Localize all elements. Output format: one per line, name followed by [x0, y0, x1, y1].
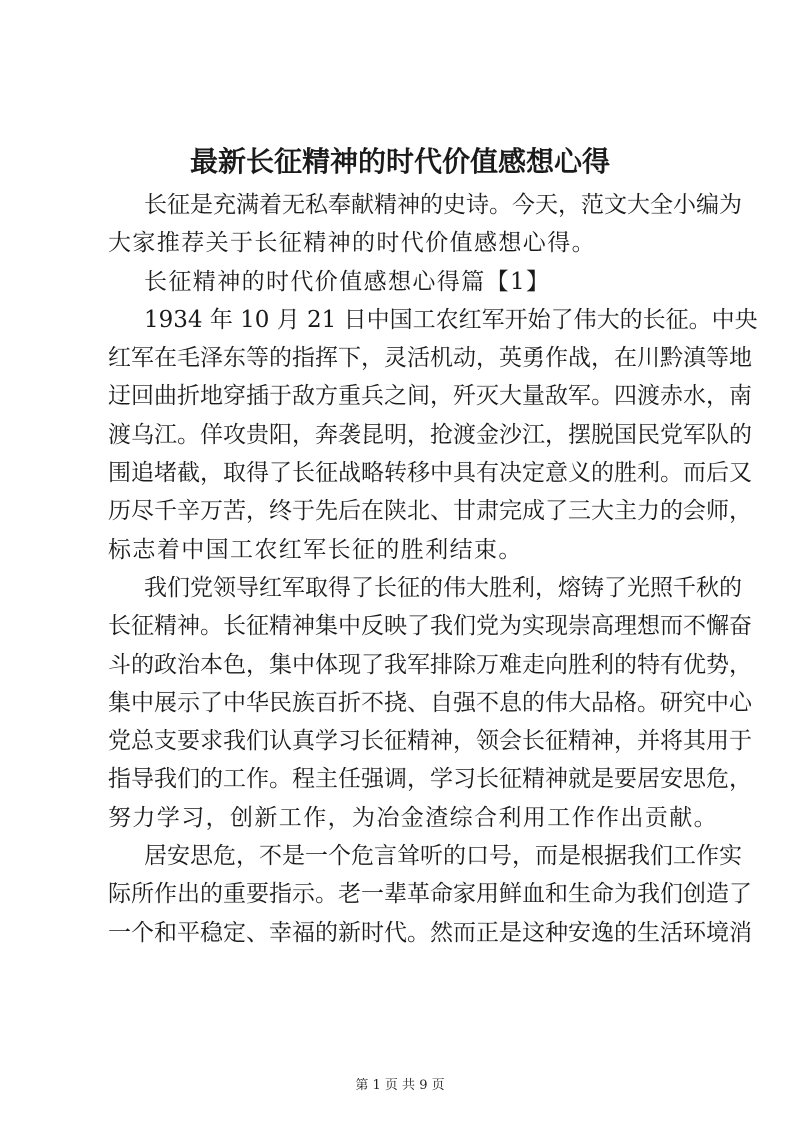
- text-line: 长征是充满着无私奉献精神的史诗。今天，范文大全小编为: [144, 192, 742, 218]
- document-body: [108, 186, 758, 952]
- text-line: 大家推荐关于长征精神的时代价值感想心得。: [108, 230, 596, 257]
- text-line: 党总支要求我们认真学习长征精神，领会长征精神，并将其用于: [108, 728, 752, 755]
- paragraph: [108, 186, 742, 263]
- text-line: 一个和平稳定、幸福的新时代。然而正是这种安逸的生活环境消: [108, 919, 752, 946]
- text-line: 我们党领导红军取得了长征的伟大胜利，熔铸了光照千秋的: [144, 574, 742, 601]
- text-line: 斗的政治本色，集中体现了我军排除万难走向胜利的特有优势，: [108, 651, 752, 678]
- text-line: 集中展示了中华民族百折不挠、自强不息的伟大品格。研究中心: [108, 689, 752, 716]
- text-line: 标志着中国工农红军长征的胜利结束。: [108, 536, 523, 563]
- text-line: 历尽千辛万苦，终于先后在陕北、甘肃完成了三大主力的会师，: [108, 498, 752, 525]
- paragraph: [108, 569, 752, 837]
- paragraph: [108, 301, 758, 569]
- text-line: 迂回曲折地穿插于敌方重兵之间，歼灭大量敌军。四渡赤水，南: [108, 383, 752, 410]
- document-title: 最新长征精神的时代价值感想心得: [189, 145, 610, 178]
- text-line: 际所作出的重要指示。老一辈革命家用鲜血和生命为我们创造了: [108, 881, 752, 908]
- text-line: 红军在毛泽东等的指挥下，灵活机动，英勇作战，在川黔滇等地: [108, 345, 752, 372]
- text-line: 长征精神。长征精神集中反映了我们党为实现崇高理想而不懈奋: [108, 613, 752, 640]
- page-footer: 第 1 页 共 9 页: [355, 1078, 445, 1093]
- text-line: 渡乌江。佯攻贵阳，奔袭昆明，抢渡金沙江，摆脱国民党军队的: [108, 421, 752, 448]
- text-line: 居安思危，不是一个危言耸听的口号，而是根据我们工作实: [144, 843, 742, 870]
- text-line: 1934 年 10 月 21 日中国工农红军开始了伟大的长征。中央: [144, 306, 758, 333]
- paragraph: [108, 837, 752, 952]
- text-line: 指导我们的工作。程主任强调，学习长征精神就是要居安思危，: [108, 766, 752, 793]
- paragraph: [108, 263, 716, 301]
- text-line: 努力学习，创新工作，为冶金渣综合利用工作作出贡献。: [108, 804, 718, 831]
- text-line: 围追堵截，取得了长征战略转移中具有决定意义的胜利。而后又: [108, 460, 752, 487]
- text-line: 长征精神的时代价值感想心得篇【1】: [144, 268, 551, 295]
